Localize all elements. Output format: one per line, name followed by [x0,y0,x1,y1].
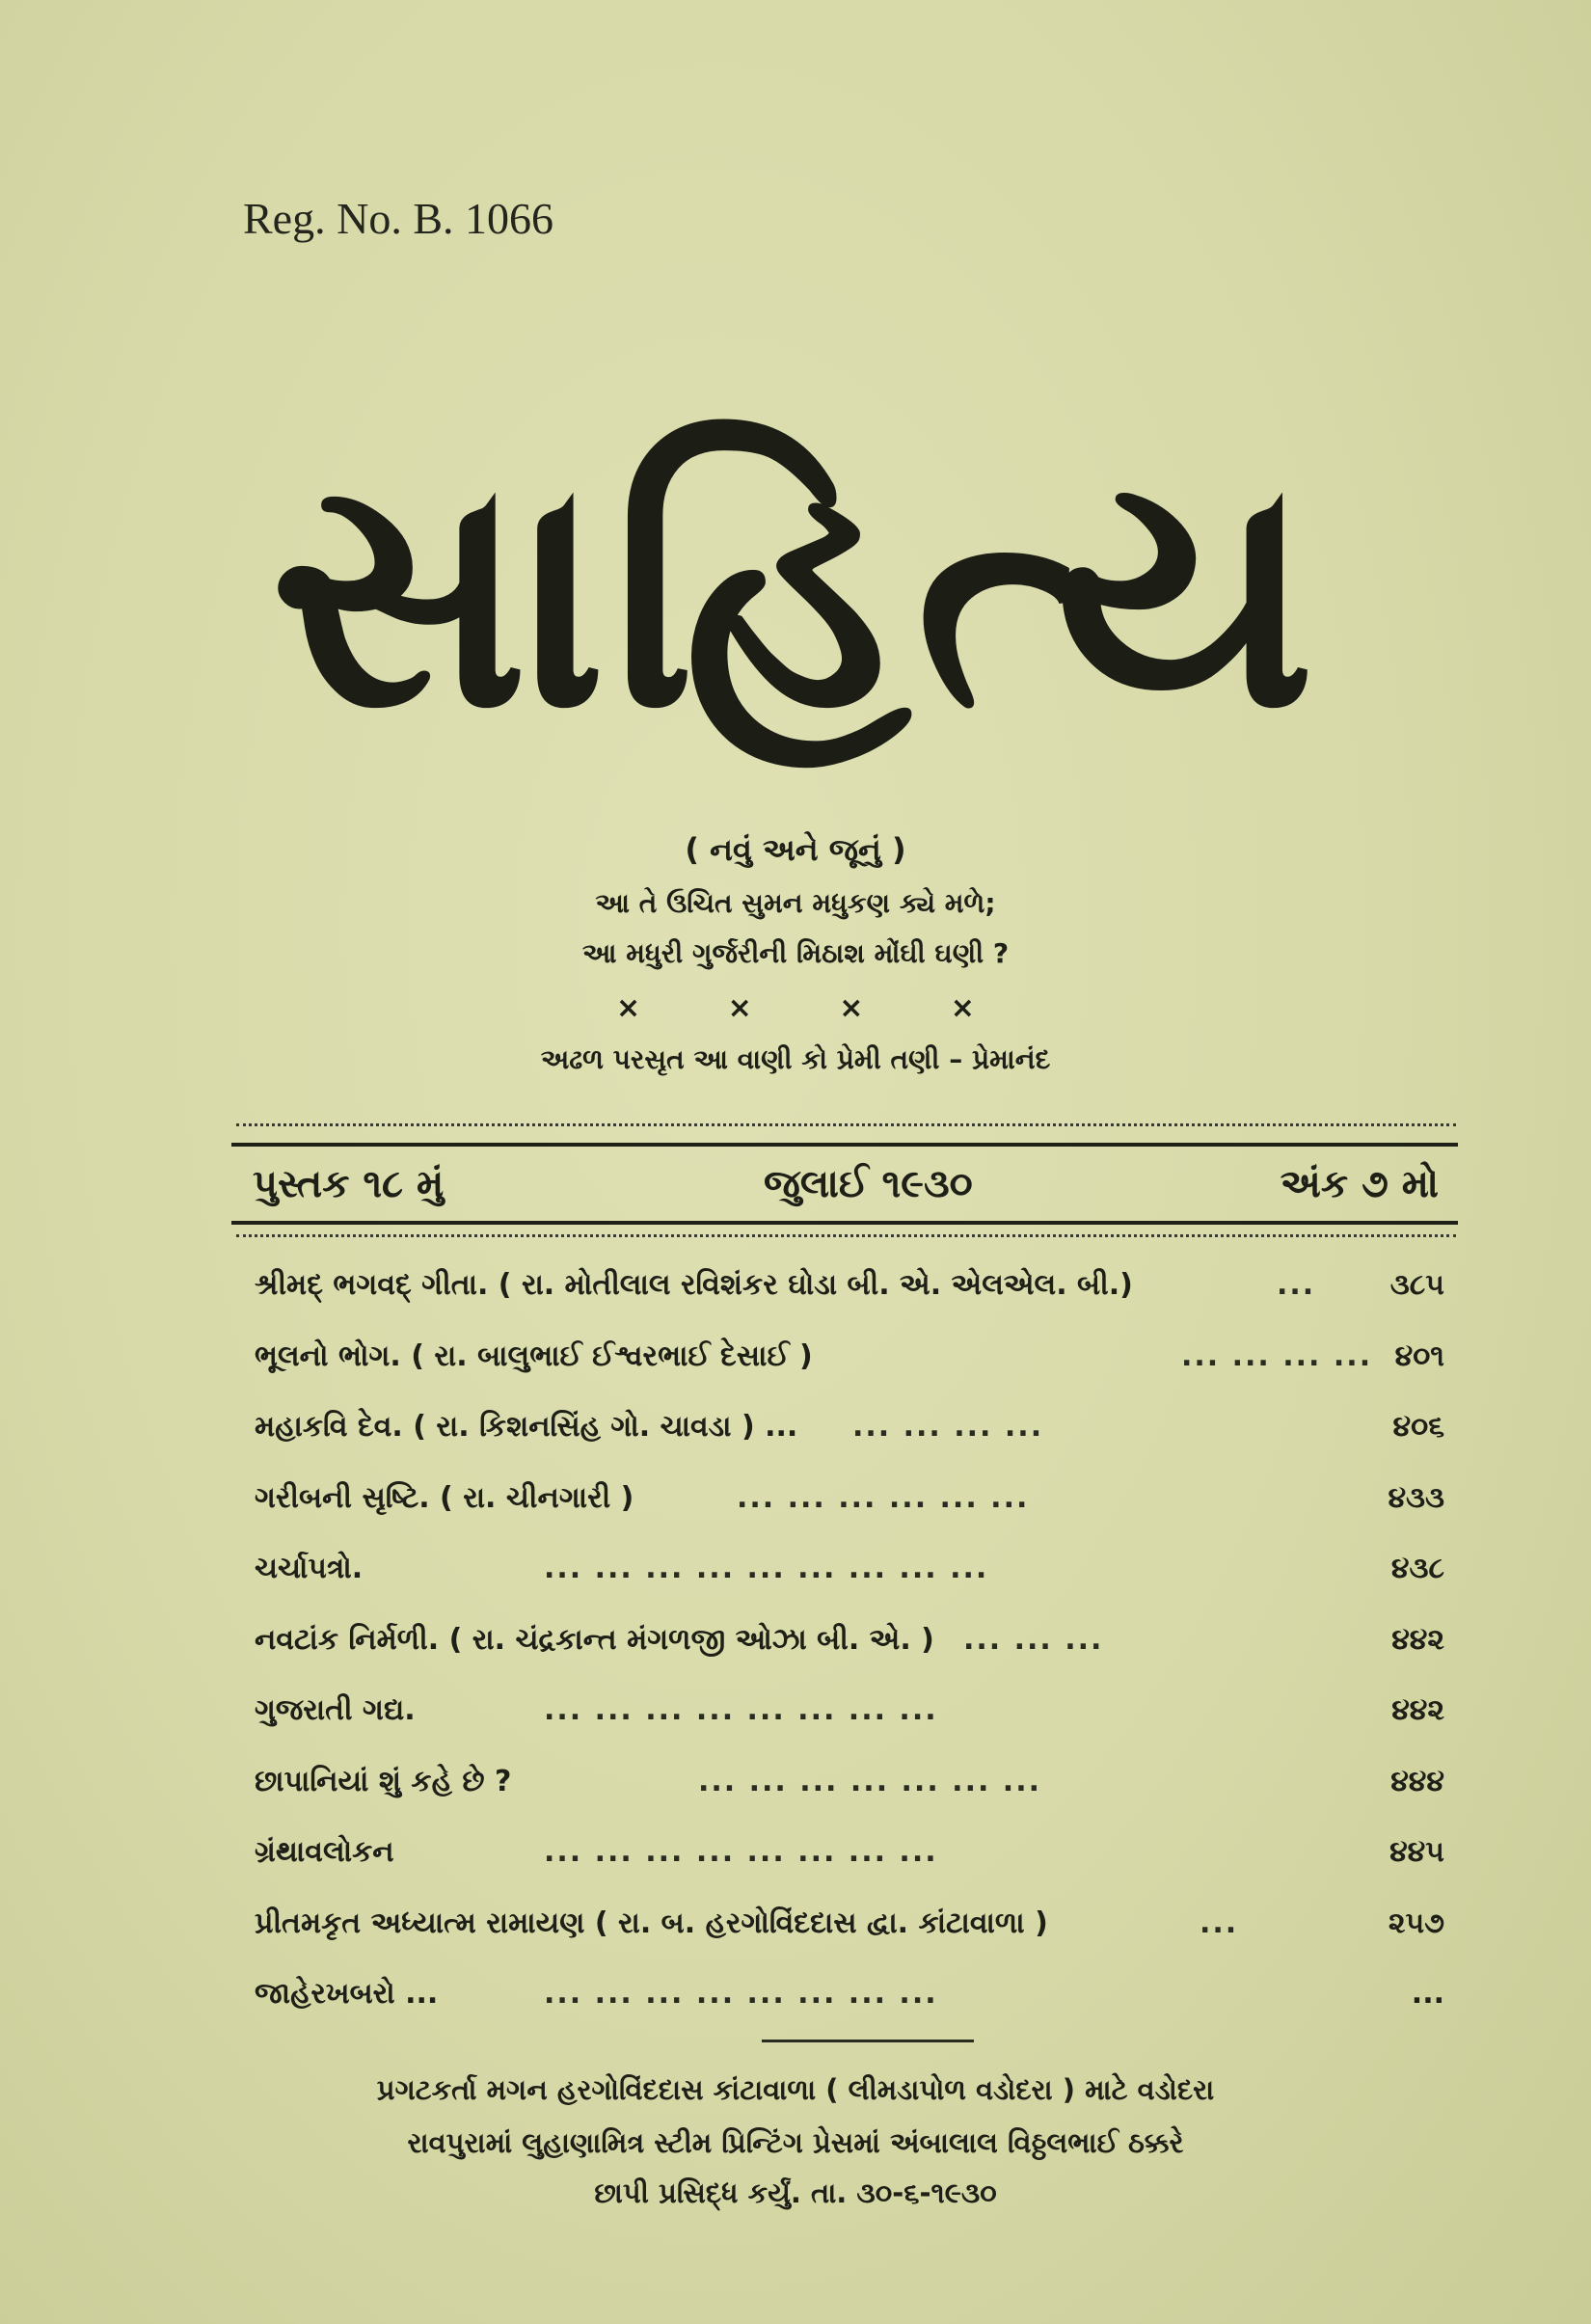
toc-entry-title: ચર્ચાપત્રો. [255,1552,364,1585]
toc-entry-leader: ... [1200,1905,1239,1940]
toc-entry-page: ૪૪૪ [1390,1764,1444,1798]
toc-entry [255,1481,1450,1553]
toc-entry [255,1765,1450,1836]
toc-entry [255,1268,1450,1339]
issue-info [253,1162,1448,1216]
toc-entry-page: ૪૪૨ [1391,1693,1444,1727]
toc-entry-leader: ... ... ... ... ... ... ... ... [544,1835,938,1869]
toc-entry-title: ગુજરાતી ગદ્ય. [255,1693,416,1727]
toc-entry-title: શ્રીમદ્ ભગવદ્ ગીતા. ( રા. મોતીલાલ રવિશંકર ઘોડા બી. એ. એલએલ. બી.) [255,1268,1133,1302]
toc-entry [255,1977,1450,2048]
toc-entry [255,1339,1450,1411]
verse-line-1: આ તે ઉચિત સુમન મધુકણ ક્યે મળે; [595,887,996,919]
toc-entry-leader: ... ... ... ... ... ... ... ... [544,1977,938,2011]
toc-entry-page: ૪૦૧ [1394,1338,1444,1373]
toc-entry-leader: ... ... ... ... ... ... ... ... ... [544,1552,989,1585]
toc-entry-leader: ... ... ... ... ... ... ... [698,1764,1041,1798]
toc-entry-page: ૩૮૫ [1389,1268,1444,1302]
volume-number: પુસ્તક ૧૮ મું [253,1162,445,1206]
issue-date: જુલાઈ ૧૯૩૦ [764,1162,973,1206]
toc-entry-leader: ... ... ... ... ... ... [737,1480,1030,1515]
verse-line-2: આ મધુરી ગુર્જરીની મિઠાશ મોંઘી ઘણી ? [581,937,1010,969]
toc-entry-title: મહાકવિ દેવ. ( રા. કિશનસિંહ ગો. ચાવડા ) ... [255,1410,798,1444]
toc-entry-title: ગરીબની સૃષ્ટિ. ( રા. ચીનગારી ) [255,1480,634,1515]
toc-entry-page: ૪૪૨ [1391,1622,1444,1657]
masthead-subtitle: ( નવું અને જૂનું ) [685,831,906,868]
toc-entry [255,1693,1450,1765]
dotted-divider-top [236,1123,1456,1126]
toc-entry-title: ગ્રંથાવલોકન [255,1835,394,1869]
toc-entry [255,1552,1450,1623]
toc-entry-page: ૪૪૫ [1389,1835,1444,1869]
masthead-title: સાહિત્ય [270,408,1321,778]
toc-entry-page: ૪૦૬ [1392,1410,1444,1444]
solid-divider-top [231,1143,1458,1147]
registration-number: Reg. No. B. 1066 [243,194,553,243]
toc-entry-page: ૪૩૮ [1390,1552,1444,1585]
issue-number: અંક ૭ મો [1280,1162,1439,1206]
toc-entry-leader: ... ... ... ... [1181,1338,1373,1373]
toc-entry [255,1623,1450,1694]
toc-entry-title: જાહેરખબરો ... [255,1977,439,2011]
toc-entry-page: ... [1411,1977,1444,2011]
toc-entry-title: નવટાંક નિર્મળી. ( રા. ચંદ્રકાન્ત મંગળજી ઓઝા બી. એ. ) [255,1622,934,1657]
toc-entry-page: ૨૫૭ [1388,1905,1444,1940]
publisher-line-1: પ્રગટકર્તા મગન હરગોવિંદદાસ કાંટાવાળા ( લીમડાપોળ વડોદરા ) માટે વડોદરા [376,2073,1215,2106]
toc-entry-leader: ... [1277,1268,1316,1302]
table-of-contents [255,1268,1450,2048]
toc-entry-leader: ... ... ... ... [852,1410,1044,1444]
footer-divider [762,2040,974,2042]
publisher-line-2: રાવપુરામાં લુહાણામિત્ર સ્ટીમ પ્રિન્ટિંગ પ્રેસમાં અંબાલાલ વિઠ્ઠલભાઈ ઠક્કરે [407,2126,1184,2159]
verse-separator: × × × × [616,991,975,1025]
toc-entry-title: ભૂલનો ભોગ. ( રા. બાલુભાઈ ઈશ્વરભાઈ દેસાઈ ) [255,1338,813,1373]
publisher-line-3: છાપી પ્રસિદ્ધ કર્યું. તા. ૩૦-૬-૧૯૩૦ [594,2176,997,2209]
toc-entry-page: ૪૩૩ [1388,1480,1444,1515]
verse-line-3: અઢળ પરસૃત આ વાણી કો પ્રેમી તણી – પ્રેમાનંદ [540,1043,1051,1075]
toc-entry-title: છાપાનિયાં શું કહે છે ? [255,1764,512,1798]
toc-entry [255,1835,1450,1906]
toc-entry-leader: ... ... ... [963,1622,1104,1657]
toc-entry-leader: ... ... ... ... ... ... ... ... [544,1693,938,1727]
toc-entry-title: પ્રીતમકૃત અધ્યાત્મ રામાયણ ( રા. બ. હરગોવિંદદાસ દ્વા. કાંટાવાળા ) [255,1905,1048,1940]
solid-divider-bottom [231,1221,1458,1225]
dotted-divider-bottom [236,1234,1456,1237]
toc-entry [255,1410,1450,1481]
toc-entry [255,1906,1450,1978]
